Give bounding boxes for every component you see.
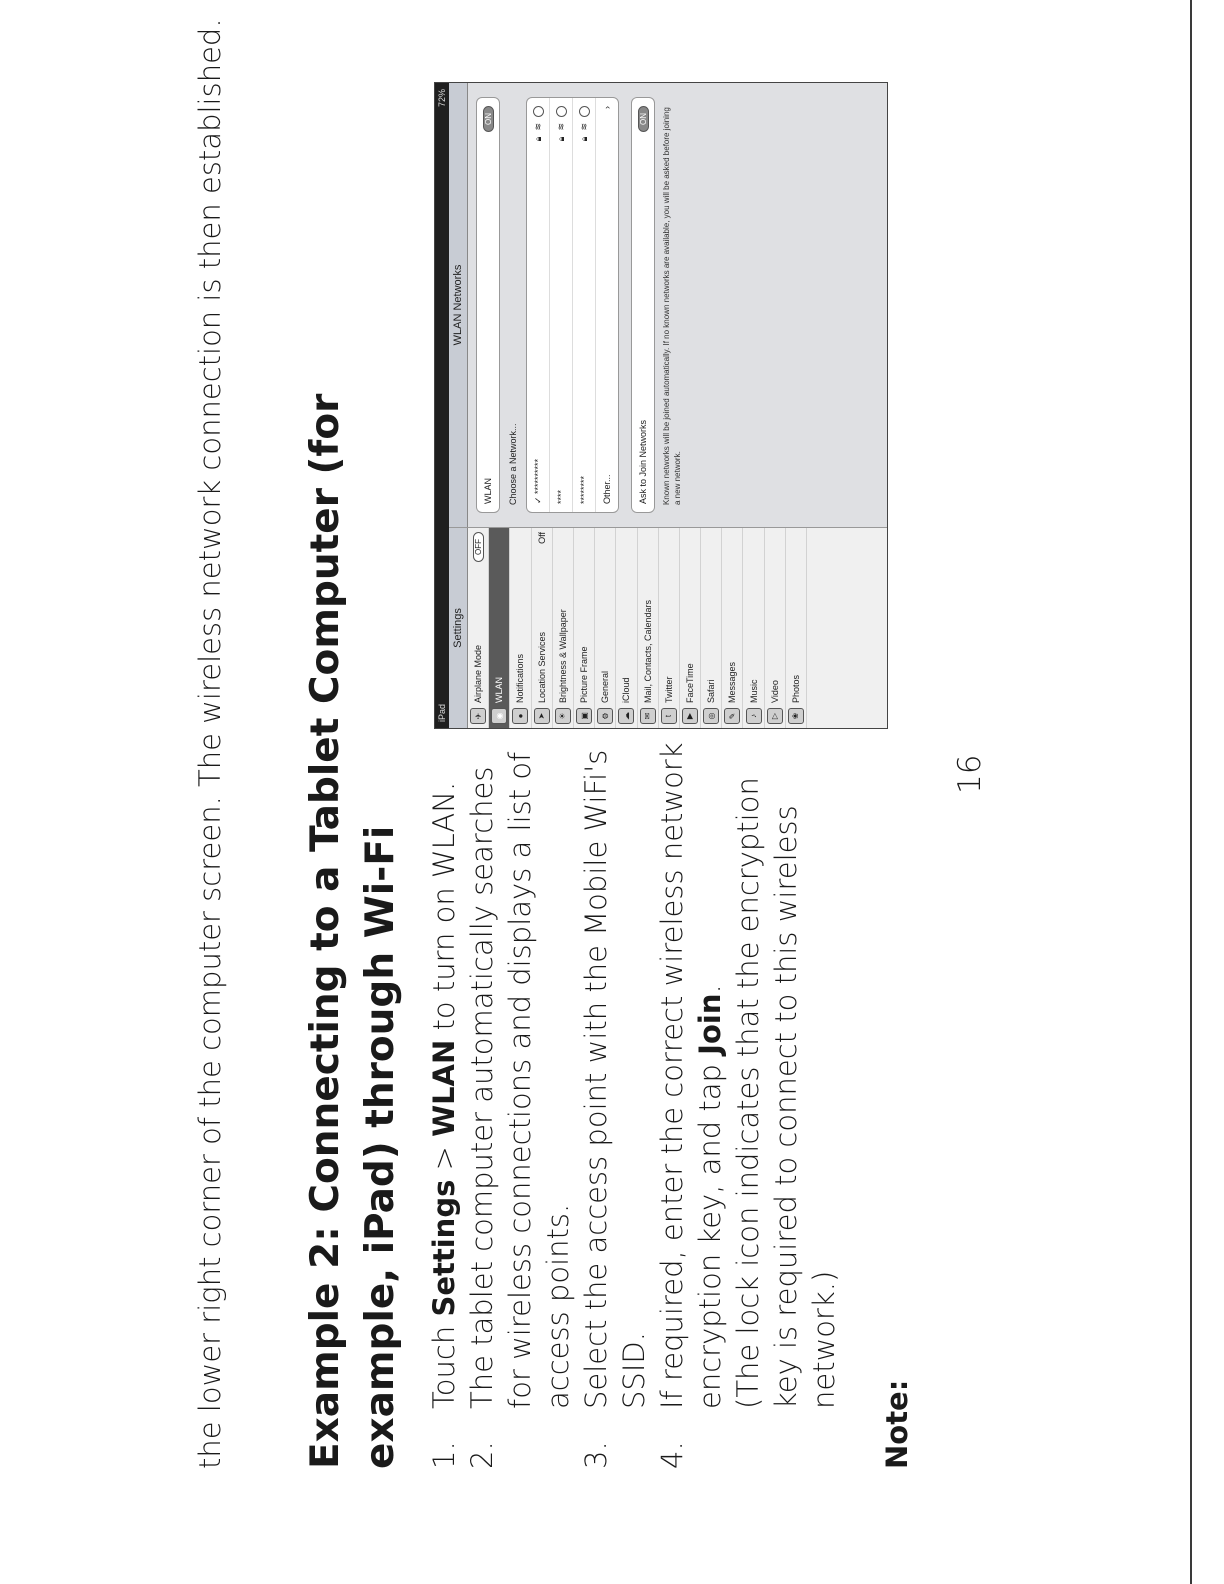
step-number: 2.	[465, 1441, 499, 1469]
join-keyword: Join	[693, 993, 727, 1055]
step-text-part: .	[693, 984, 727, 994]
sidebar-item-music[interactable]	[743, 528, 764, 728]
sidebar-item-label: Messages	[727, 661, 738, 703]
sidebar-item-label: Safari	[706, 679, 717, 703]
network-row[interactable]	[527, 98, 550, 512]
step-2	[463, 734, 577, 1469]
sidebar-item-facetime[interactable]	[680, 528, 701, 728]
wlan-row[interactable]	[477, 98, 499, 512]
twitter-icon: t	[661, 708, 677, 724]
wlan-keyword: WLAN	[427, 1039, 461, 1137]
sidebar-item-label: General	[600, 670, 611, 703]
note-label: Note:	[880, 1379, 914, 1469]
sidebar-item-airplane-mode[interactable]	[468, 528, 489, 728]
network-row[interactable]	[573, 98, 596, 512]
network-name: ********	[579, 475, 589, 504]
sidebar-item-messages[interactable]	[722, 528, 743, 728]
panel-title: WLAN Networks	[449, 83, 468, 527]
sidebar-item-label: Music	[748, 679, 759, 703]
location-icon: ➤	[534, 708, 550, 724]
page-border-line	[1190, 0, 1192, 1584]
sidebar-item-safari[interactable]	[701, 528, 722, 728]
sidebar-item-picture-frame[interactable]	[574, 528, 595, 728]
step-number	[729, 1409, 843, 1469]
wifi-signal-icon: ≋	[578, 123, 589, 131]
step-text-part: to turn on WLAN.	[427, 781, 461, 1040]
network-name: ✓ **********	[532, 458, 543, 504]
battery-level: 72%	[437, 89, 447, 108]
messages-icon: ✎	[724, 708, 740, 724]
sidebar-item-value: Off	[536, 532, 547, 544]
settings-sidebar	[449, 527, 887, 728]
info-icon[interactable]	[579, 106, 590, 117]
wlan-label: WLAN	[483, 477, 493, 504]
sidebar-item-label: Notifications	[515, 653, 526, 703]
cloud-icon: ☁	[618, 708, 634, 724]
sidebar-item-label: Photos	[790, 674, 801, 703]
other-network-row[interactable]	[596, 98, 618, 512]
sidebar-item-label: Location Services	[536, 631, 547, 703]
video-icon: ▷	[767, 708, 783, 724]
sidebar-item-label: FaceTime	[684, 663, 695, 703]
page-number: 16	[952, 754, 988, 794]
sidebar-item-icloud[interactable]	[616, 528, 637, 728]
settings-keyword: Settings	[427, 1179, 461, 1317]
step-4-note	[729, 734, 843, 1469]
sidebar-item-label: iCloud	[621, 677, 632, 703]
ipad-settings-screenshot	[434, 82, 888, 729]
sidebar-item-label: Airplane Mode	[473, 644, 484, 703]
sidebar-item-label: Video	[769, 680, 780, 703]
mail-icon: ✉	[640, 708, 656, 724]
device-name: iPad	[437, 703, 447, 722]
ask-join-toggle[interactable]: ON	[638, 106, 649, 132]
lock-icon: 🔒︎	[532, 136, 543, 142]
step-text: (The lock icon indicates that the encryption key is required to connect to this wireless network.)	[731, 777, 841, 1409]
lock-icon: 🔒︎	[578, 136, 589, 142]
sidebar-item-label: WLAN	[494, 676, 505, 703]
steps-list	[425, 734, 843, 1469]
wlan-group	[476, 97, 500, 513]
sidebar-item-twitter[interactable]	[659, 528, 680, 728]
gear-icon: ⚙	[597, 708, 613, 724]
step-number: 4.	[655, 1441, 689, 1469]
sidebar-item-video[interactable]	[765, 528, 786, 728]
status-bar	[435, 83, 449, 728]
sidebar-item-label: Picture Frame	[579, 646, 590, 703]
notifications-icon: ●	[512, 708, 528, 724]
sidebar-item-brightness-wallpaper[interactable]	[553, 528, 574, 728]
step-text	[653, 734, 729, 1409]
network-name: ****	[556, 489, 566, 504]
sidebar-item-general[interactable]	[595, 528, 616, 728]
sidebar-item-wlan[interactable]	[489, 528, 510, 728]
step-4	[653, 734, 729, 1469]
step-text-part: Touch	[427, 1316, 461, 1409]
safari-icon: ◎	[703, 708, 719, 724]
ask-join-footnote: Known networks will be joined automatically. If no known networks are available, you will be asked before joining a new network.	[662, 107, 682, 505]
step-3	[577, 734, 653, 1469]
sidebar-item-notifications[interactable]	[510, 528, 531, 728]
lock-icon: 🔒︎	[555, 136, 566, 142]
photos-icon: ❀	[788, 708, 804, 724]
step-text	[425, 734, 463, 1409]
chevron-right-icon: ›	[602, 106, 612, 109]
choose-network-label: Choose a Network...	[508, 423, 518, 505]
network-list	[526, 97, 619, 513]
sidebar-item-label: Twitter	[663, 676, 674, 703]
step-text: The tablet computer automatically searches for wireless connections and displays a list of access points.	[465, 751, 575, 1409]
wifi-signal-icon: ≋	[555, 123, 566, 131]
sidebar-item-photos[interactable]	[786, 528, 807, 728]
wifi-icon: ◉	[491, 708, 507, 724]
wifi-signal-icon: ≋	[532, 123, 543, 131]
wlan-toggle[interactable]: ON	[483, 106, 494, 132]
info-icon[interactable]	[556, 106, 567, 117]
step-text-part: If required, enter the correct wireless network encryption key, and tap	[655, 742, 727, 1409]
music-icon: ♪	[746, 708, 762, 724]
facetime-icon: ▶	[682, 708, 698, 724]
sidebar-item-label: Mail, Contacts, Calendars	[642, 599, 653, 703]
step-number: 1.	[427, 1441, 461, 1469]
airplane-mode-toggle[interactable]: OFF	[473, 532, 484, 562]
section-heading: Example 2: Connecting to a Tablet Computer (for example, iPad) through Wi-Fi	[303, 393, 403, 1469]
sidebar-item-label: Brightness & Wallpaper	[557, 609, 568, 703]
step-number: 3.	[579, 1441, 613, 1469]
ask-join-label: Ask to Join Networks	[638, 419, 648, 504]
wlan-panel	[449, 83, 887, 527]
step-1	[425, 734, 463, 1469]
step-text-part: >	[427, 1136, 461, 1180]
ask-join-group	[631, 97, 655, 513]
sidebar-item-mail-contacts-calendars[interactable]	[638, 528, 659, 728]
sidebar-item-location-services[interactable]	[532, 528, 553, 728]
picture-frame-icon: ▣	[576, 708, 592, 724]
ask-join-row[interactable]	[632, 98, 654, 512]
other-label: Other...	[602, 474, 612, 504]
network-row[interactable]	[550, 98, 573, 512]
airplane-icon: ✈	[470, 708, 486, 724]
intro-paragraph: the lower right corner of the computer screen. The wireless network connection is then established.	[193, 18, 227, 1469]
info-icon[interactable]	[533, 106, 544, 117]
sidebar-title: Settings	[449, 528, 468, 728]
step-text: Select the access point with the Mobile WiFi's SSID.	[579, 749, 651, 1409]
brightness-icon: ☀	[555, 708, 571, 724]
